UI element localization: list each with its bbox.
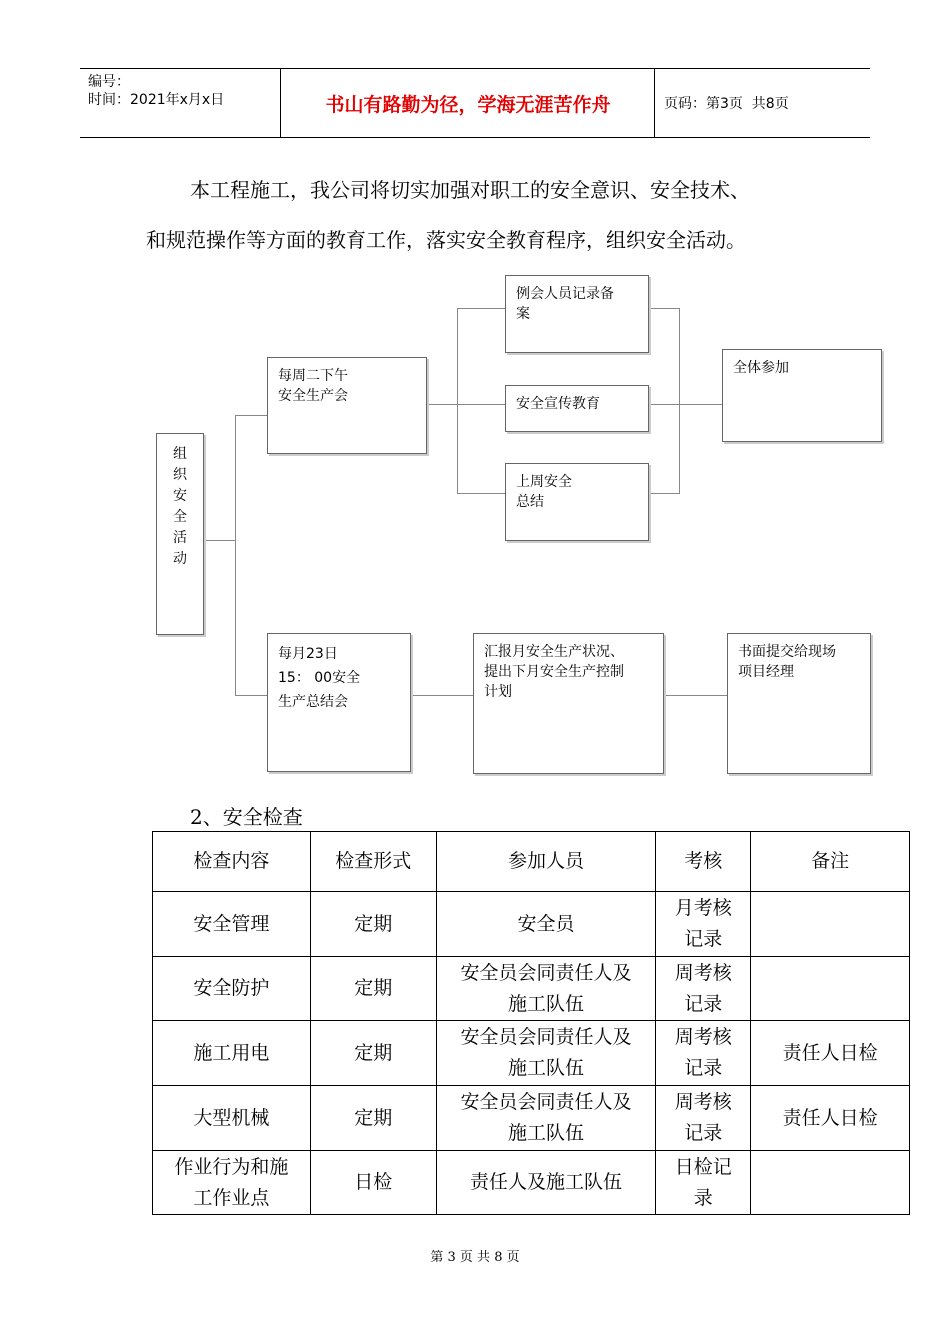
cell-assess bbox=[656, 1151, 751, 1215]
root-char: 全 bbox=[173, 509, 187, 525]
cell-content bbox=[153, 1151, 311, 1215]
submit-line: 项目经理 bbox=[738, 664, 794, 680]
cell-people: 安全员 bbox=[436, 892, 656, 957]
report-line: 提出下月安全生产控制 bbox=[484, 664, 624, 680]
header-divider bbox=[280, 69, 281, 137]
cell-line: 施工队伍 bbox=[507, 992, 584, 1015]
cell-assess bbox=[656, 1021, 751, 1086]
connector bbox=[648, 404, 722, 405]
document-header bbox=[80, 68, 870, 138]
weekly-line: 安全生产会 bbox=[278, 388, 348, 404]
cell-line: 周考核 bbox=[674, 1091, 732, 1113]
header-page-label: 页码：第3页 共8页 bbox=[664, 96, 789, 112]
doc-number-label: 编号： bbox=[88, 74, 130, 90]
cell-form: 定期 bbox=[310, 957, 436, 1021]
table-row bbox=[153, 1021, 910, 1086]
column-header: 检查形式 bbox=[310, 832, 436, 892]
connector bbox=[648, 493, 680, 494]
column-header: 备注 bbox=[751, 832, 910, 892]
root-char: 活 bbox=[173, 530, 187, 546]
cell-form: 定期 bbox=[310, 1086, 436, 1151]
cell-line: 记录 bbox=[684, 928, 723, 950]
cell-line: 周考核 bbox=[674, 961, 732, 984]
cell-people bbox=[436, 957, 656, 1021]
cell-line: 记录 bbox=[684, 1057, 723, 1079]
weekly-summary-box bbox=[505, 463, 649, 541]
connector bbox=[235, 415, 236, 696]
page-footer bbox=[0, 1246, 950, 1265]
cell-assess bbox=[656, 892, 751, 957]
intro-line-2: 和规范操作等方面的教育工作，落实安全教育程序，组织安全活动。 bbox=[146, 228, 746, 252]
cell-line: 周考核 bbox=[674, 1026, 732, 1048]
table-header-row bbox=[153, 832, 910, 892]
header-page-info bbox=[664, 69, 789, 137]
table-row bbox=[153, 892, 910, 957]
all-participate-label: 全体参加 bbox=[733, 360, 789, 376]
table-row bbox=[153, 1151, 910, 1215]
cell-line: 日检记 bbox=[674, 1155, 732, 1178]
cell-note: 责任人日检 bbox=[751, 1021, 910, 1086]
connector bbox=[410, 695, 474, 696]
root-char: 组 bbox=[173, 446, 187, 462]
weekly-meeting-box bbox=[267, 357, 427, 454]
column-header: 考核 bbox=[656, 832, 751, 892]
connector bbox=[457, 493, 506, 494]
summary-line: 上周安全 bbox=[516, 474, 572, 490]
cell-note bbox=[751, 957, 910, 1021]
record-line: 例会人员记录备 bbox=[516, 286, 614, 302]
propaganda-line: 安全宣传教育 bbox=[516, 396, 600, 412]
root-char: 织 bbox=[173, 467, 187, 483]
cell-line: 安全员会同责任人及 bbox=[460, 1026, 632, 1048]
cell-people bbox=[436, 1086, 656, 1151]
column-header: 参加人员 bbox=[436, 832, 656, 892]
safety-inspection-table bbox=[152, 831, 910, 1215]
cell-assess bbox=[656, 957, 751, 1021]
report-line: 计划 bbox=[484, 684, 512, 700]
connector bbox=[235, 695, 267, 696]
all-participate-box bbox=[722, 349, 882, 442]
monthly-line: 每月23日 bbox=[278, 646, 338, 662]
doc-time-label: 时间：2021年x月x日 bbox=[88, 92, 225, 108]
connector bbox=[235, 415, 267, 416]
monthly-line: 生产总结会 bbox=[278, 694, 348, 710]
record-line: 案 bbox=[516, 306, 530, 322]
cell-line: 录 bbox=[693, 1186, 713, 1209]
report-line: 汇报月安全生产状况、 bbox=[484, 644, 624, 660]
monthly-meeting-box bbox=[267, 633, 411, 772]
connector bbox=[457, 308, 506, 309]
connector bbox=[663, 695, 727, 696]
submit-line: 书面提交给现场 bbox=[738, 644, 836, 660]
cell-note bbox=[751, 1151, 910, 1215]
cell-form: 定期 bbox=[310, 1021, 436, 1086]
safety-propaganda-box bbox=[505, 385, 649, 432]
section-title-safety-inspection: 2、安全检查 bbox=[190, 805, 303, 829]
cell-line: 作业行为和施 bbox=[174, 1155, 289, 1178]
summary-line: 总结 bbox=[516, 494, 544, 510]
cell-people bbox=[436, 1021, 656, 1086]
cell-content: 施工用电 bbox=[153, 1021, 311, 1086]
connector bbox=[204, 540, 236, 541]
cell-people: 责任人及施工队伍 bbox=[436, 1151, 656, 1215]
header-meta bbox=[88, 73, 224, 109]
submit-manager-box bbox=[727, 633, 871, 774]
root-box-organize-safety bbox=[156, 433, 204, 635]
header-divider bbox=[654, 69, 655, 137]
cell-line: 记录 bbox=[684, 992, 723, 1015]
meeting-record-box bbox=[505, 275, 649, 353]
cell-form: 日检 bbox=[310, 1151, 436, 1215]
cell-line: 安全员会同责任人及 bbox=[460, 1091, 632, 1113]
connector bbox=[426, 404, 506, 405]
connector bbox=[648, 308, 680, 309]
cell-line: 施工队伍 bbox=[507, 1057, 584, 1079]
root-char: 动 bbox=[173, 551, 187, 567]
column-header: 检查内容 bbox=[153, 832, 311, 892]
cell-assess bbox=[656, 1086, 751, 1151]
cell-form: 定期 bbox=[310, 892, 436, 957]
table-row bbox=[153, 1086, 910, 1151]
cell-note bbox=[751, 892, 910, 957]
footer-page-number: 第 3 页 共 8 页 bbox=[430, 1250, 520, 1265]
intro-line-1: 本工程施工，我公司将切实加强对职工的安全意识、安全技术、 bbox=[190, 178, 750, 202]
cell-content: 安全管理 bbox=[153, 892, 311, 957]
cell-line: 工作业点 bbox=[193, 1186, 270, 1209]
monthly-line: 15： 00安全 bbox=[278, 670, 361, 686]
root-char: 安 bbox=[173, 488, 187, 504]
cell-line: 记录 bbox=[684, 1122, 723, 1144]
cell-note: 责任人日检 bbox=[751, 1086, 910, 1151]
cell-content: 安全防护 bbox=[153, 957, 311, 1021]
header-slogan: 书山有路勤为径，学海无涯苦作舟 bbox=[325, 93, 611, 116]
monthly-report-box bbox=[473, 633, 664, 774]
cell-line: 施工队伍 bbox=[507, 1122, 584, 1144]
connector bbox=[457, 308, 458, 494]
cell-line: 安全员会同责任人及 bbox=[460, 961, 632, 984]
cell-line: 月考核 bbox=[674, 897, 732, 919]
connector bbox=[679, 308, 680, 494]
table-row bbox=[153, 957, 910, 1021]
weekly-line: 每周二下午 bbox=[278, 368, 348, 384]
cell-content: 大型机械 bbox=[153, 1086, 311, 1151]
